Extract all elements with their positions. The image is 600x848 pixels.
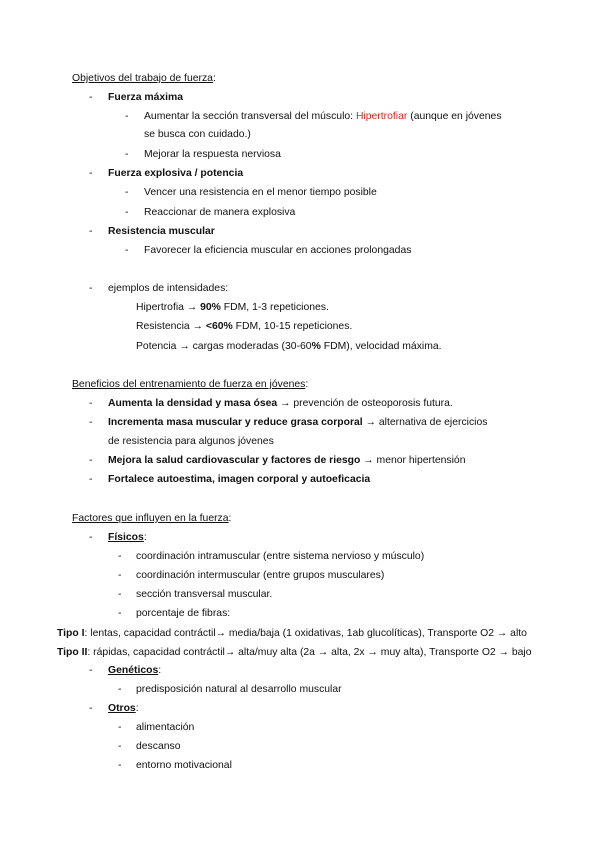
bullet-dash: - bbox=[89, 283, 93, 294]
bullet-dash: - bbox=[118, 551, 122, 562]
intensity-line: Hipertrofia → 90% FDM, 1-3 repeticiones. bbox=[136, 302, 329, 313]
objetivos-title: Objetivos del trabajo de fuerza bbox=[72, 73, 213, 84]
tipo-2-line: Tipo II: rápidas, capacidad contráctil→ alta/muy alta (2a → alta, 2x → muy alta), Transporte O2 → bajo bbox=[57, 647, 532, 658]
bullet-dash: - bbox=[118, 589, 122, 600]
list-item-continuation: de resistencia para algunos jóvenes bbox=[108, 436, 274, 447]
geneticos-label: Genéticos bbox=[108, 665, 159, 676]
list-item: alimentación bbox=[136, 722, 195, 733]
tipo-1-line: Tipo I: lentas, capacidad contráctil→ media/baja (1 oxidativas, 1ab glucolíticas), Transporte O2 → alto bbox=[57, 628, 527, 639]
bullet-dash: - bbox=[125, 149, 129, 160]
bullet-dash: - bbox=[89, 665, 93, 676]
list-item: entorno motivacional bbox=[136, 760, 232, 771]
bullet-dash: - bbox=[118, 722, 122, 733]
list-item: Favorecer la eficiencia muscular en acciones prolongadas bbox=[144, 245, 412, 256]
list-item-continuation: se busca con cuidado.) bbox=[144, 129, 251, 140]
objetivos-heading: Objetivos del trabajo de fuerza: bbox=[72, 73, 216, 84]
bullet-dash: - bbox=[89, 417, 93, 428]
bullet-dash: - bbox=[118, 741, 122, 752]
ejemplos-label: ejemplos de intensidades: bbox=[108, 283, 229, 294]
otros-label: Otros bbox=[108, 703, 136, 714]
list-item: coordinación intermuscular (entre grupos musculares) bbox=[136, 570, 385, 581]
fuerza-explosiva-label: Fuerza explosiva / potencia bbox=[108, 168, 244, 179]
list-item: coordinación intramuscular (entre sistema nervioso y músculo) bbox=[136, 551, 425, 562]
fisicos-heading: Físicos: bbox=[108, 532, 147, 543]
list-item: predisposición natural al desarrollo muscular bbox=[136, 684, 342, 695]
intensity-line: Resistencia → <60% FDM, 10-15 repeticiones. bbox=[136, 321, 353, 332]
fuerza-maxima-label: Fuerza máxima bbox=[108, 92, 184, 103]
list-item: Fortalece autoestima, imagen corporal y autoeficacia bbox=[108, 474, 371, 485]
bullet-dash: - bbox=[118, 570, 122, 581]
bullet-dash: - bbox=[125, 245, 129, 256]
beneficios-title: Beneficios del entrenamiento de fuerza en jóvenes bbox=[72, 379, 306, 390]
bullet-dash: - bbox=[89, 455, 93, 466]
bullet-dash: - bbox=[125, 187, 129, 198]
list-item: Reaccionar de manera explosiva bbox=[144, 207, 296, 218]
list-item: descanso bbox=[136, 741, 181, 752]
list-item: Mejorar la respuesta nerviosa bbox=[144, 149, 281, 160]
bullet-dash: - bbox=[125, 111, 129, 122]
list-item: Mejora la salud cardiovascular y factores de riesgo → menor hipertensión bbox=[108, 455, 466, 466]
bullet-dash: - bbox=[118, 760, 122, 771]
bullet-dash: - bbox=[89, 226, 93, 237]
bullet-dash: - bbox=[89, 398, 93, 409]
intensity-line: Potencia → cargas moderadas (30-60% FDM), velocidad máxima. bbox=[136, 341, 442, 352]
bullet-dash: - bbox=[118, 608, 122, 619]
resistencia-label: Resistencia muscular bbox=[108, 226, 215, 237]
bullet-dash: - bbox=[89, 474, 93, 485]
bullet-dash: - bbox=[89, 92, 93, 103]
bullet-dash: - bbox=[125, 207, 129, 218]
bullet-dash: - bbox=[89, 703, 93, 714]
factores-title: Factores que influyen en la fuerza bbox=[72, 513, 229, 524]
hipertrofiar-highlight: Hipertrofiar bbox=[355, 111, 408, 122]
factores-heading: Factores que influyen en la fuerza: bbox=[72, 513, 232, 524]
otros-heading: Otros: bbox=[108, 703, 139, 714]
list-item: porcentaje de fibras: bbox=[136, 608, 231, 619]
geneticos-heading: Genéticos: bbox=[108, 665, 162, 676]
beneficios-heading: Beneficios del entrenamiento de fuerza en jóvenes: bbox=[72, 379, 309, 390]
fisicos-label: Físicos bbox=[108, 532, 144, 543]
bullet-dash: - bbox=[118, 684, 122, 695]
list-item: sección transversal muscular. bbox=[136, 589, 273, 600]
bullet-dash: - bbox=[89, 168, 93, 179]
list-item: Aumentar la sección transversal del músculo: Hipertrofiar (aunque en jóvenes bbox=[144, 111, 502, 122]
list-item: Vencer una resistencia en el menor tiempo posible bbox=[144, 187, 377, 198]
list-item: Incrementa masa muscular y reduce grasa corporal → alternativa de ejercicios bbox=[108, 417, 488, 428]
bullet-dash: - bbox=[89, 532, 93, 543]
list-item: Aumenta la densidad y masa ósea → prevención de osteoporosis futura. bbox=[108, 398, 453, 409]
